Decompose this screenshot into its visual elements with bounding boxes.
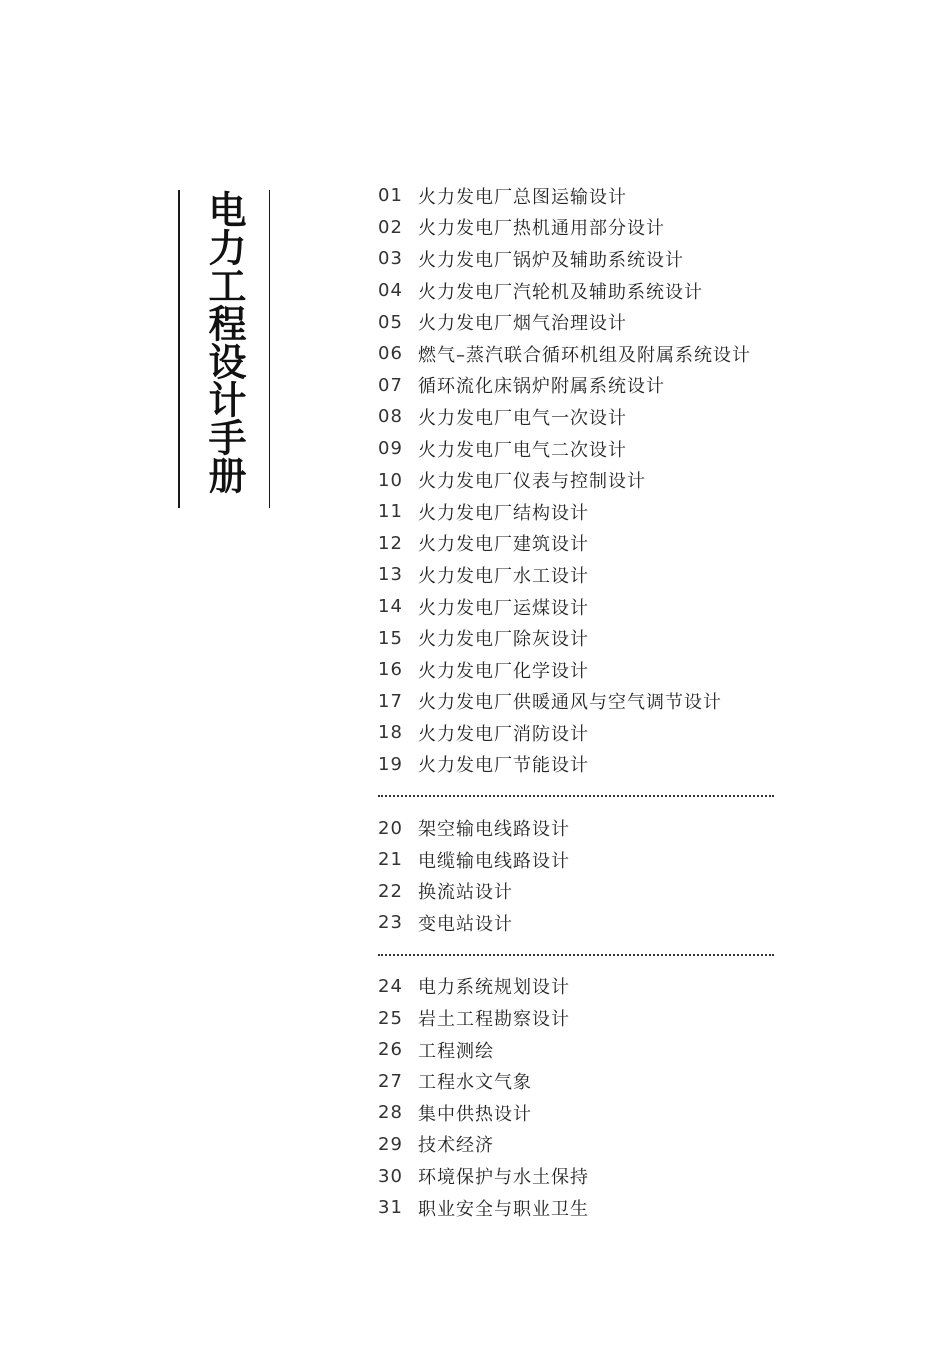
- volume-number: 28: [378, 1102, 403, 1124]
- volume-item: [378, 338, 778, 370]
- volume-title: 变电站设计: [418, 913, 513, 935]
- volume-item: [378, 686, 778, 718]
- volume-item: [378, 971, 778, 1003]
- volume-number: 04: [378, 280, 403, 302]
- volume-number: 10: [378, 469, 403, 491]
- volume-item: [378, 180, 778, 212]
- volume-number: 19: [378, 753, 403, 775]
- volume-title: 火力发电厂建筑设计: [418, 534, 589, 556]
- volume-item: [378, 1160, 778, 1192]
- volume-title: 架空输电线路设计: [418, 819, 570, 841]
- volume-number: 22: [378, 880, 403, 902]
- volume-number: 29: [378, 1133, 403, 1155]
- volume-list: [378, 180, 778, 1223]
- volume-item: [378, 1065, 778, 1097]
- volume-title: 火力发电厂仪表与控制设计: [418, 471, 646, 493]
- volume-group: [378, 812, 778, 938]
- volume-item: [378, 1097, 778, 1129]
- volume-title: 技术经济: [418, 1135, 494, 1157]
- volume-item: [378, 907, 778, 939]
- volume-title: 火力发电厂化学设计: [418, 660, 589, 682]
- volume-title: 集中供热设计: [418, 1103, 532, 1125]
- volume-title: 换流站设计: [418, 882, 513, 904]
- volume-title: 工程测绘: [418, 1040, 494, 1062]
- volume-group: [378, 971, 778, 1224]
- volume-item: [378, 370, 778, 402]
- volume-item: [378, 844, 778, 876]
- volume-number: 27: [378, 1070, 403, 1092]
- volume-number: 26: [378, 1039, 403, 1061]
- volume-title: 循环流化床锅炉附属系统设计: [418, 376, 665, 398]
- volume-title: 火力发电厂锅炉及辅助系统设计: [418, 249, 684, 271]
- volume-number: 03: [378, 248, 403, 270]
- volume-item: [378, 1034, 778, 1066]
- volume-number: 15: [378, 627, 403, 649]
- volume-item: [378, 812, 778, 844]
- volume-title: 火力发电厂热机通用部分设计: [418, 218, 665, 240]
- volume-number: 06: [378, 343, 403, 365]
- volume-number: 16: [378, 659, 403, 681]
- volume-title: 工程水文气象: [418, 1072, 532, 1094]
- volume-number: 09: [378, 438, 403, 460]
- volume-number: 11: [378, 501, 403, 523]
- series-title: 电力工程设计手册: [202, 190, 246, 494]
- volume-title: 火力发电厂除灰设计: [418, 629, 589, 651]
- volume-item: [378, 1129, 778, 1161]
- volume-number: 23: [378, 912, 403, 934]
- volume-title: 火力发电厂总图运输设计: [418, 186, 627, 208]
- volume-title: 环境保护与水土保持: [418, 1167, 589, 1189]
- dotted-line: [378, 795, 774, 797]
- volume-number: 01: [378, 185, 403, 207]
- volume-item: [378, 212, 778, 244]
- volume-group: [378, 180, 778, 780]
- volume-title: 火力发电厂汽轮机及辅助系统设计: [418, 281, 703, 303]
- series-title-block: [178, 190, 270, 508]
- volume-number: 07: [378, 374, 403, 396]
- volume-number: 25: [378, 1007, 403, 1029]
- volume-title: 电力系统规划设计: [418, 977, 570, 999]
- volume-item: [378, 306, 778, 338]
- volume-title: 岩土工程勘察设计: [418, 1009, 570, 1031]
- volume-title: 火力发电厂烟气治理设计: [418, 313, 627, 335]
- volume-title: 火力发电厂电气一次设计: [418, 407, 627, 429]
- dotted-separator: [378, 780, 778, 812]
- volume-item: [378, 275, 778, 307]
- volume-item: [378, 464, 778, 496]
- volume-title: 燃气–蒸汽联合循环机组及附属系统设计: [418, 344, 751, 366]
- volume-item: [378, 559, 778, 591]
- volume-title: 火力发电厂结构设计: [418, 502, 589, 524]
- volume-title: 火力发电厂供暖通风与空气调节设计: [418, 692, 722, 714]
- volume-number: 21: [378, 849, 403, 871]
- volume-item: [378, 243, 778, 275]
- volume-item: [378, 401, 778, 433]
- title-rule-right: [269, 190, 271, 508]
- volume-item: [378, 717, 778, 749]
- volume-item: [378, 496, 778, 528]
- volume-title: 火力发电厂节能设计: [418, 755, 589, 777]
- dotted-line: [378, 954, 774, 956]
- volume-title: 火力发电厂运煤设计: [418, 597, 589, 619]
- volume-item: [378, 1192, 778, 1224]
- volume-number: 02: [378, 216, 403, 238]
- volume-item: [378, 654, 778, 686]
- volume-number: 13: [378, 564, 403, 586]
- volume-number: 08: [378, 406, 403, 428]
- volume-title: 火力发电厂水工设计: [418, 565, 589, 587]
- volume-title: 职业安全与职业卫生: [418, 1198, 589, 1220]
- volume-title: 电缆输电线路设计: [418, 850, 570, 872]
- volume-title: 火力发电厂消防设计: [418, 723, 589, 745]
- volume-item: [378, 591, 778, 623]
- volume-title: 火力发电厂电气二次设计: [418, 439, 627, 461]
- title-rule-left: [178, 190, 180, 508]
- volume-item: [378, 875, 778, 907]
- volume-number: 18: [378, 722, 403, 744]
- volume-item: [378, 749, 778, 781]
- volume-item: [378, 1002, 778, 1034]
- volume-number: 05: [378, 311, 403, 333]
- volume-number: 31: [378, 1197, 403, 1219]
- volume-item: [378, 622, 778, 654]
- volume-number: 20: [378, 817, 403, 839]
- volume-number: 30: [378, 1165, 403, 1187]
- volume-item: [378, 528, 778, 560]
- dotted-separator: [378, 939, 778, 971]
- volume-number: 24: [378, 975, 403, 997]
- volume-number: 12: [378, 532, 403, 554]
- volume-number: 14: [378, 596, 403, 618]
- volume-number: 17: [378, 690, 403, 712]
- volume-item: [378, 433, 778, 465]
